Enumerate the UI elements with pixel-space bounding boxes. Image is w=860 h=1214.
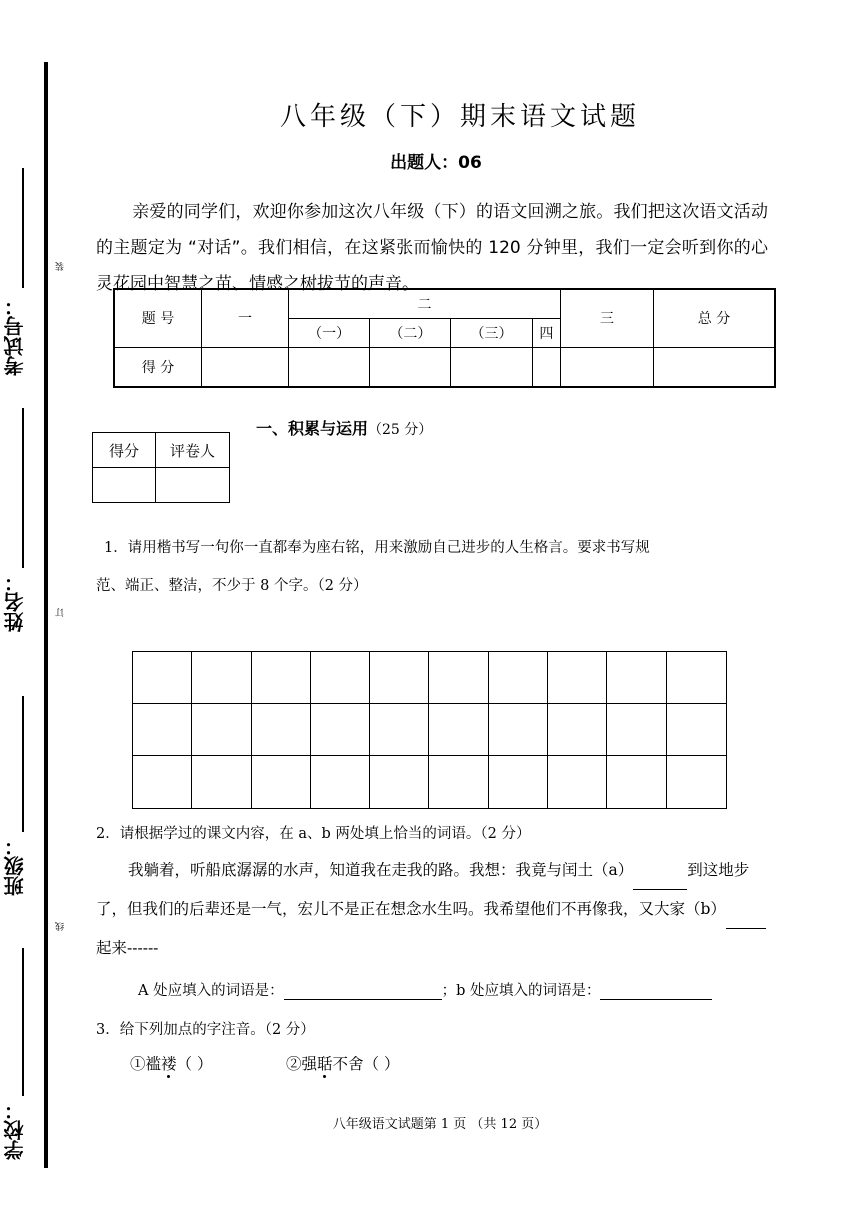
exam-number-blank[interactable] — [22, 168, 24, 288]
binding-mark-mid: 订 — [56, 608, 66, 617]
school-blank[interactable] — [22, 948, 24, 1096]
score-table — [113, 288, 776, 388]
q3-item2 — [286, 1052, 399, 1074]
score-cell-two-1[interactable] — [289, 347, 370, 387]
grader-name-cell[interactable] — [156, 468, 230, 503]
school-label: 学校： — [3, 1100, 27, 1160]
col-two-sub-1: （一） — [289, 318, 370, 347]
fill-b-label: b 处应填入的词语是： — [456, 983, 601, 999]
blank-b[interactable] — [726, 890, 766, 929]
col-two-sub-2: （二） — [370, 318, 451, 347]
q3-item1-answer[interactable]: （ ） — [176, 1055, 213, 1073]
section-1-heading — [256, 416, 432, 439]
binding-line — [44, 62, 48, 1168]
class-blank[interactable] — [22, 696, 24, 832]
fill-b-blank[interactable] — [600, 983, 712, 1000]
writing-grid[interactable] — [132, 651, 727, 809]
q3-item1 — [130, 1052, 212, 1074]
blank-a[interactable] — [633, 851, 687, 890]
q3-item2-answer[interactable]: 不舍（ ） — [332, 1055, 400, 1073]
col-two-sub-3: （三） — [451, 318, 532, 347]
col-total: 总 分 — [654, 289, 776, 347]
name-label: 姓名： — [3, 572, 27, 632]
q2-fill-line — [138, 979, 768, 1000]
intro-text: 亲爱的同学们，欢迎你参加这次八年级（下）的语文回溯之旅。我们把这次语文活动的主题定为 “对话”。我们相信，在这紧张而愉快的 120 分钟里，我们一定会听到你的心灵花园中智慧之苗、情感之树拔节的声音。 — [96, 202, 768, 294]
class-label: 班级： — [3, 836, 27, 896]
row-label-score: 得 分 — [114, 347, 202, 387]
col-two-sub-4: 四 — [532, 318, 560, 347]
exam-number-label: 考试号： — [3, 296, 27, 376]
q3-prompt: 3．给下列加点的字注音。（2 分） — [96, 1022, 315, 1038]
score-cell-two-2[interactable] — [370, 347, 451, 387]
fill-a-label: A 处应填入的词语是： — [138, 983, 284, 999]
section-1-title: 一、积累与运用 — [256, 419, 369, 438]
grader-name-header: 评卷人 — [156, 433, 230, 468]
q2-passage — [96, 851, 768, 967]
grader-score-cell[interactable] — [93, 468, 156, 503]
section-1-points: （25 分） — [368, 422, 433, 438]
intro-paragraph — [96, 194, 768, 302]
binding-mark-top: 装 — [56, 262, 66, 271]
fill-a-blank[interactable] — [284, 983, 442, 1000]
col-two: 二 — [289, 289, 561, 318]
author-line: 出题人：06 — [390, 153, 482, 173]
score-cell-two-4[interactable] — [532, 347, 560, 387]
q1-line1: 1．请用楷书写一句你一直都奉为座右铭，用来激励自己进步的人生格言。要求书写规 — [104, 540, 650, 556]
page-footer: 八年级语文试题第 1 页 （共 12 页） — [332, 1117, 548, 1132]
q3-item1-dotted-char: 褛 — [161, 1055, 177, 1073]
name-blank[interactable] — [22, 408, 24, 568]
q2-passage-a: 我躺着，听船底潺潺的水声，知道我在走我的路。我想：我竟与闰土（a） — [128, 861, 634, 879]
score-cell-three[interactable] — [561, 347, 654, 387]
binding-mark-bottom: 线 — [56, 922, 66, 931]
q3-item2-dotted-char: 聒 — [317, 1055, 333, 1073]
q3-item1-pre: ①褴 — [130, 1055, 162, 1073]
row-label-question-no: 题 号 — [114, 289, 202, 347]
grader-table — [92, 432, 230, 503]
score-cell-one[interactable] — [202, 347, 289, 387]
score-cell-total[interactable] — [654, 347, 776, 387]
q2-passage-b: 到这地步了，但我们的后辈还是一气，宏儿不是正在想念水生吗。我希望他们不再像我，又大家（b） — [96, 861, 750, 918]
q1-line2: 范、端正、整洁，不少于 8 个字。（2 分） — [96, 578, 368, 594]
fill-separator: ； — [441, 983, 457, 999]
grader-score-header: 得分 — [93, 433, 156, 468]
col-one: 一 — [202, 289, 289, 347]
page-title: 八年级（下）期末语文试题 — [279, 102, 640, 132]
col-three: 三 — [561, 289, 654, 347]
q2-passage-c: 起来------ — [96, 939, 159, 957]
score-cell-two-3[interactable] — [451, 347, 532, 387]
q2-prompt: 2．请根据学过的课文内容，在 a、b 两处填上恰当的词语。（2 分） — [96, 826, 531, 842]
q3-item2-pre: ②强 — [286, 1055, 318, 1073]
